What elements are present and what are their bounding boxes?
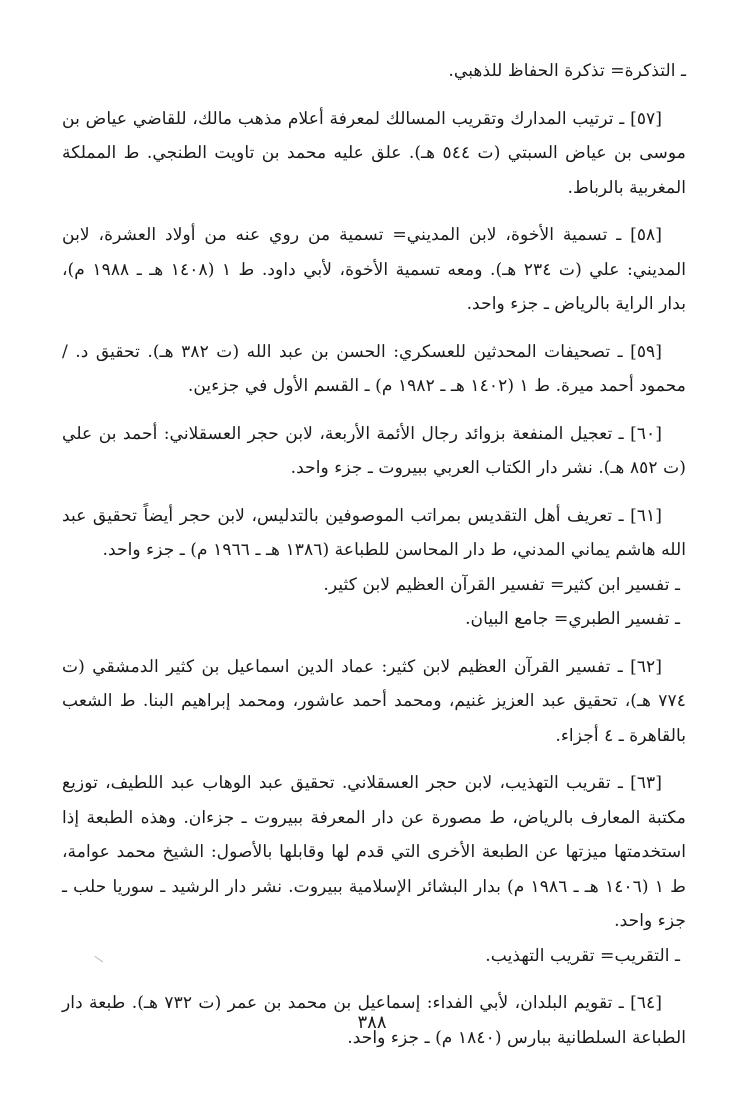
bibliography-entry-59: [٥٩] ـ تصحيفات المحدثين للعسكري: الحسن بن عبد الله (ت ٣٨٢ هـ). تحقيق د. / محمود أحمد ميرة. ط ١ (١٤٠٢ هـ ـ ١٩٨٢ م) ـ القسم الأول في جزءين. [62,341,686,396]
cross-reference: ـ تفسير ابن كثير= تفسير القرآن العظيم لابن كثير. [323,574,680,595]
page-number: ٣٨٨ [357,1012,387,1033]
bibliography-entry-64: [٦٤] ـ تقويم البلدان، لأبي الفداء: إسماعيل بن محمد بن عمر (ت ٧٣٢ هـ). طبعة دار الطباعة السلطانية ببارس (١٨٤٠ م) ـ جزء واحد. [62,993,686,1048]
bibliography-entry-57: [٥٧] ـ ترتيب المدارك وتقريب المسالك لمعرفة أعلام مذهب مالك، للقاضي عياض بن موسى بن عياض السبتي (ت ٥٤٤ هـ). علق عليه محمد بن تاويت الطنجي. ط المملكة المغربية بالرباط. [62,108,687,198]
entry-spacer [62,759,686,760]
entry-spacer [62,979,686,980]
bibliography-entry-62: [٦٢] ـ تفسير القرآن العظيم لابن كثير: عماد الدين اسماعيل بن كثير الدمشقي (ت ٧٧٤ هـ)، تحقيق عبد العزيز غنيم، ومحمد أحمد عاشور، ومحمد إبراهيم البنا. ط الشعب بالقاهرة ـ ٤ أجزاء. [62,656,686,746]
entry-spacer [62,410,686,411]
entry-spacer [62,211,686,212]
cross-reference: ـ التقريب= تقريب التهذيب. [485,945,680,966]
cross-reference: ـ تفسير الطبري= جامع البيان. [465,609,680,629]
bibliography-entry-63: [٦٣] ـ تقريب التهذيب، لابن حجر العسقلاني. تحقيق عبد الوهاب عبد اللطيف، توزيع مكتبة المعارف بالرياض، ط مصورة عن دار المعرفة ببيروت ـ جزءان. وهذه الطبعة إذا استخدمتها ميزتها عن الطبعة الأخرى التي قدم لها وقابلها بالأصول: الشيخ محمد عوامة، ط ١ (١٤٠٦ هـ ـ ١٩٨٦ م) بدار البشائر الإسلامية ببيروت. نشر دار الرشيد ـ سوريا حلب ـ جزء واحد. [62,773,687,931]
bibliography-entry-61: [٦١] ـ تعريف أهل التقديس بمراتب الموصوفين بالتدليس، لابن حجر أيضاً تحقيق عبد الله هاشم يماني المدني، ط دار المحاسن للطباعة (١٣٨٦ هـ ـ ١٩٦٦ م) ـ جزء واحد. [62,505,686,560]
cross-reference: ـ التذكرة= تذكرة الحفاظ للذهبي. [448,61,686,81]
entry-spacer [62,492,686,493]
entry-spacer [62,328,686,329]
page-body [62,54,686,1055]
bibliography-entry-58: [٥٨] ـ تسمية الأخوة، لابن المديني= تسمية من روي عنه من أولاد العشرة، لابن المديني: علي (ت ٢٣٤ هـ). ومعه تسمية الأخوة، لأبي داود. ط ١ (١٤٠٨ هـ ـ ١٩٨٨ م)، بدار الراية بالرياض ـ جزء واحد. [62,225,687,314]
entry-spacer [62,95,686,96]
entry-spacer [62,643,686,644]
bibliography-entry-60: [٦٠] ـ تعجيل المنفعة بزوائد رجال الأئمة الأربعة، لابن حجر العسقلاني: أحمد بن علي (ت ٨٥٢ هـ). نشر دار الكتاب العربي ببيروت ـ جزء واحد. [62,423,686,478]
